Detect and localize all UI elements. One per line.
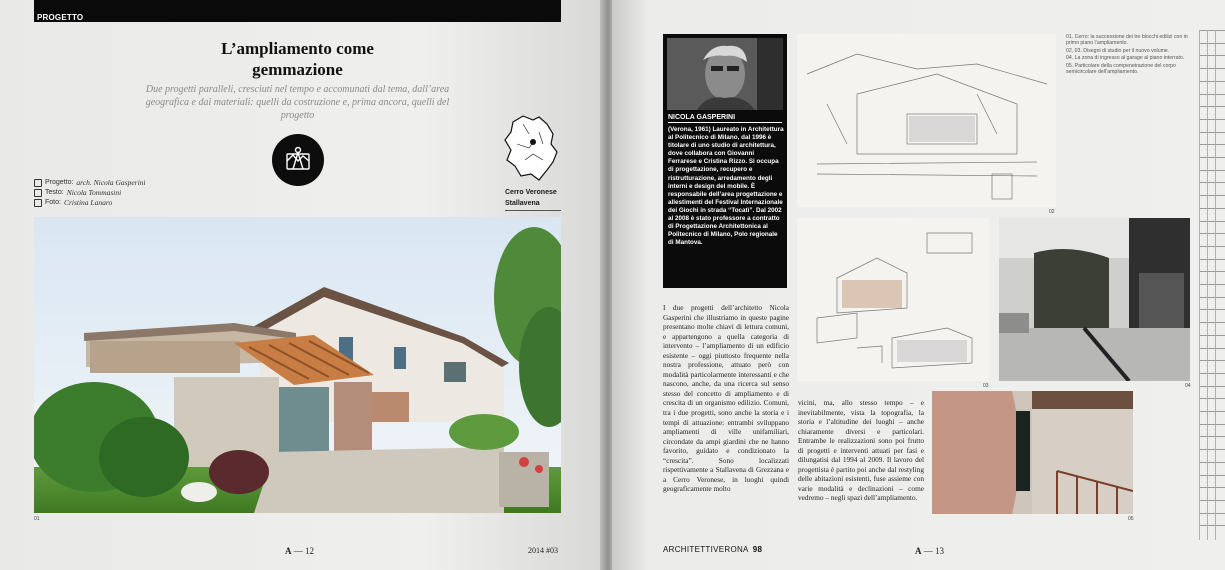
credit-value: arch. Nicola Gasperini	[76, 178, 146, 187]
document-icon	[34, 189, 42, 197]
edge-tab-line	[1199, 284, 1225, 285]
article-subtitle: Due progetti paralleli, cresciuti nel tempo e accomunati dal tema, dall’area geografica e dai materiali: quelli da costruzione e, prima ancora, quelli del progetto	[145, 84, 450, 121]
credit-label: Foto:	[45, 199, 61, 206]
edge-tab-line	[1199, 475, 1225, 476]
credits	[34, 178, 146, 208]
masthead-title: ARCHITETTIVERONA	[663, 545, 749, 554]
map-location-icon	[503, 114, 559, 182]
edge-tab-line	[1199, 411, 1225, 412]
caption-01: 01. Cerro: la successione dei tre blocchi edilizi con in primo piano l’ampliamento.	[1066, 34, 1188, 47]
left-page	[0, 0, 605, 570]
edge-tab-line	[1199, 373, 1225, 374]
body-paragraph: I due progetti dell’architetto Nicola Gasperini che illustriamo in queste pagine presentano molte chiavi di lettura comuni, e appartengono a quella categoria di intervento – l’ampliamento di un edificio esistente – oggi piuttosto frequente nella nostra professione, attuato però con modalità particolarmente interessanti e che nascono, anche, da una ricerca sul senso stesso del concetto di ampliamento e di crescita di un organismo edilizio.	[663, 303, 789, 408]
figure-label-03: 03	[983, 383, 989, 389]
edge-tab-line	[1199, 487, 1225, 488]
edge-tab-line	[1199, 233, 1225, 234]
place-label	[505, 187, 557, 209]
edge-tab-line	[1199, 30, 1225, 31]
body-paragraph: vicini, ma, allo stesso tempo – e inevitabilmente, vista la topografia, la storia e l’altitudine dei luoghi – anche chiaramente diversi e particolari.	[798, 398, 924, 436]
masthead-number: 98	[752, 545, 763, 554]
edge-tab-line	[1199, 398, 1225, 399]
figure-captions	[1066, 34, 1194, 76]
edge-tab-divider	[1199, 30, 1200, 540]
edge-tab-line	[1199, 525, 1225, 526]
edge-tab-line	[1199, 500, 1225, 501]
architect-bio-box	[663, 34, 787, 288]
edge-tab-line	[1199, 246, 1225, 247]
place-line-1: Cerro Veronese	[505, 189, 557, 196]
edge-tab-line	[1199, 386, 1225, 387]
credit-project	[34, 178, 146, 188]
edge-tab-line	[1199, 182, 1225, 183]
folio-left	[285, 546, 314, 556]
edge-tab-line	[1199, 436, 1225, 437]
body-paragraph: Entrambe le realizzazioni sono poi frutto di progetti e interventi attuati per fasi e dilungatisi dal 1994 al 2009. Il lavoro del progettista è partito poi anche dal restyling delle abitazioni esistenti, fuse assieme con varie modalità e declinazioni – come vedremo – negli spazi dell’ampliamento.	[798, 436, 924, 503]
hero-photo	[34, 217, 561, 513]
article-title	[140, 38, 455, 80]
folio-letter: A	[915, 546, 922, 556]
credit-photo	[34, 198, 146, 208]
edge-tab-line	[1199, 322, 1225, 323]
edge-tab-line	[1199, 513, 1225, 514]
caption-05: 05. Particolare della compenetrazione del corpo semicircolare dell’ampliamento.	[1066, 62, 1176, 76]
edge-tab-line	[1199, 259, 1225, 260]
photo-04	[999, 218, 1190, 381]
edge-tab-line	[1199, 119, 1225, 120]
edge-tab-line	[1199, 81, 1225, 82]
page-number: — 12	[293, 546, 314, 556]
folio-right	[915, 546, 944, 556]
sketch-03	[797, 218, 989, 381]
edge-tab-line	[1199, 309, 1225, 310]
edge-tab-line	[1199, 43, 1225, 44]
photo-05	[932, 391, 1133, 514]
section-label: PROGETTO	[37, 13, 84, 22]
credit-value: Cristina Lanaro	[63, 198, 113, 207]
edge-tab-line	[1199, 55, 1225, 56]
architect-name: NICOLA GASPERINI	[668, 114, 782, 123]
credit-value: Nicola Tommasini	[66, 188, 122, 197]
edge-tab-line	[1199, 195, 1225, 196]
caption-02-03: 02, 03. Disegni di studio per il nuovo volume.	[1066, 47, 1170, 54]
edge-tab-line	[1199, 132, 1225, 133]
edge-tab-line	[1199, 221, 1225, 222]
edge-tab-line	[1199, 208, 1225, 209]
credit-label: Progetto:	[45, 179, 74, 186]
architect-portrait	[667, 38, 783, 110]
edge-tab-line	[1199, 360, 1225, 361]
edge-tab-line	[1199, 271, 1225, 272]
figure-label-04: 04	[1185, 383, 1191, 389]
edge-tab-line	[1199, 170, 1225, 171]
edge-tab-line	[1199, 462, 1225, 463]
caption-04: 04. La zona di ingresso al garage al piano interrato.	[1066, 55, 1185, 62]
figure-number: 01	[34, 516, 40, 522]
title-line-1: L’ampliamento come	[221, 39, 374, 58]
architect-bio-text: (Verona, 1961) Laureato in Architettura al Politecnico di Milano, dal 1996 è titolare di uno studio di architettura, dove collabora con Giovanni Ferrarese e Cristina Rizzo. Si occupa di progettazione, recupero e ristrutturazione, arredamento degli interni e design del mobile. È responsabile dell’area progettazione e allestimenti del Festival Internazionale dei Giochi in strada “Tocatì”. Dal 2002 al 2008 è stato professore a contratto di Progettazione Architettonica al Politecnico di Milano, Polo regionale di Mantova.	[668, 126, 784, 247]
edge-tab-line	[1199, 106, 1225, 107]
edge-tab-divider	[1215, 30, 1216, 540]
edge-tab-line	[1199, 424, 1225, 425]
credit-label: Testo:	[45, 189, 64, 196]
edge-tab-line	[1199, 68, 1225, 69]
project-logo-icon	[272, 134, 324, 186]
figure-label-02: 02	[1049, 209, 1055, 215]
body-column-2	[798, 398, 924, 503]
credit-text	[34, 188, 146, 198]
body-paragraph: Comuni, tra i due progetti, sono anche la storia e i tempi di attuazione: entrambi sviluppano ampliamenti di ville unifamiliari, circondate da ampi giardini che ne hanno favorito, guidato e condizionato la “crescita”. Sono localizzati rispettivamente a Stallavena di Grezzana e a Cerro Veronese, in luoghi quindi geograficamente molto	[663, 398, 789, 494]
masthead	[663, 545, 762, 554]
page-edge-tabs	[1199, 30, 1225, 540]
place-line-2: Stallavena	[505, 200, 540, 207]
edge-tab-line	[1199, 94, 1225, 95]
edge-tab-line	[1199, 335, 1225, 336]
edge-tab-line	[1199, 157, 1225, 158]
page-number: — 13	[923, 546, 944, 556]
edge-tab-line	[1199, 348, 1225, 349]
pencil-icon	[34, 179, 42, 187]
edge-tab-line	[1199, 449, 1225, 450]
section-bar	[34, 0, 561, 22]
sketch-02	[797, 34, 1056, 207]
camera-icon	[34, 199, 42, 207]
folio-letter: A	[285, 546, 292, 556]
title-line-2: gemmazione	[252, 60, 343, 79]
edge-tab-line	[1199, 144, 1225, 145]
issue-number: 2014 #03	[528, 546, 558, 555]
edge-tab-line	[1199, 297, 1225, 298]
figure-label-05: 05	[1128, 516, 1134, 522]
body-column-1	[663, 303, 789, 494]
edge-tab-divider	[1207, 30, 1208, 540]
place-divider	[505, 210, 561, 211]
